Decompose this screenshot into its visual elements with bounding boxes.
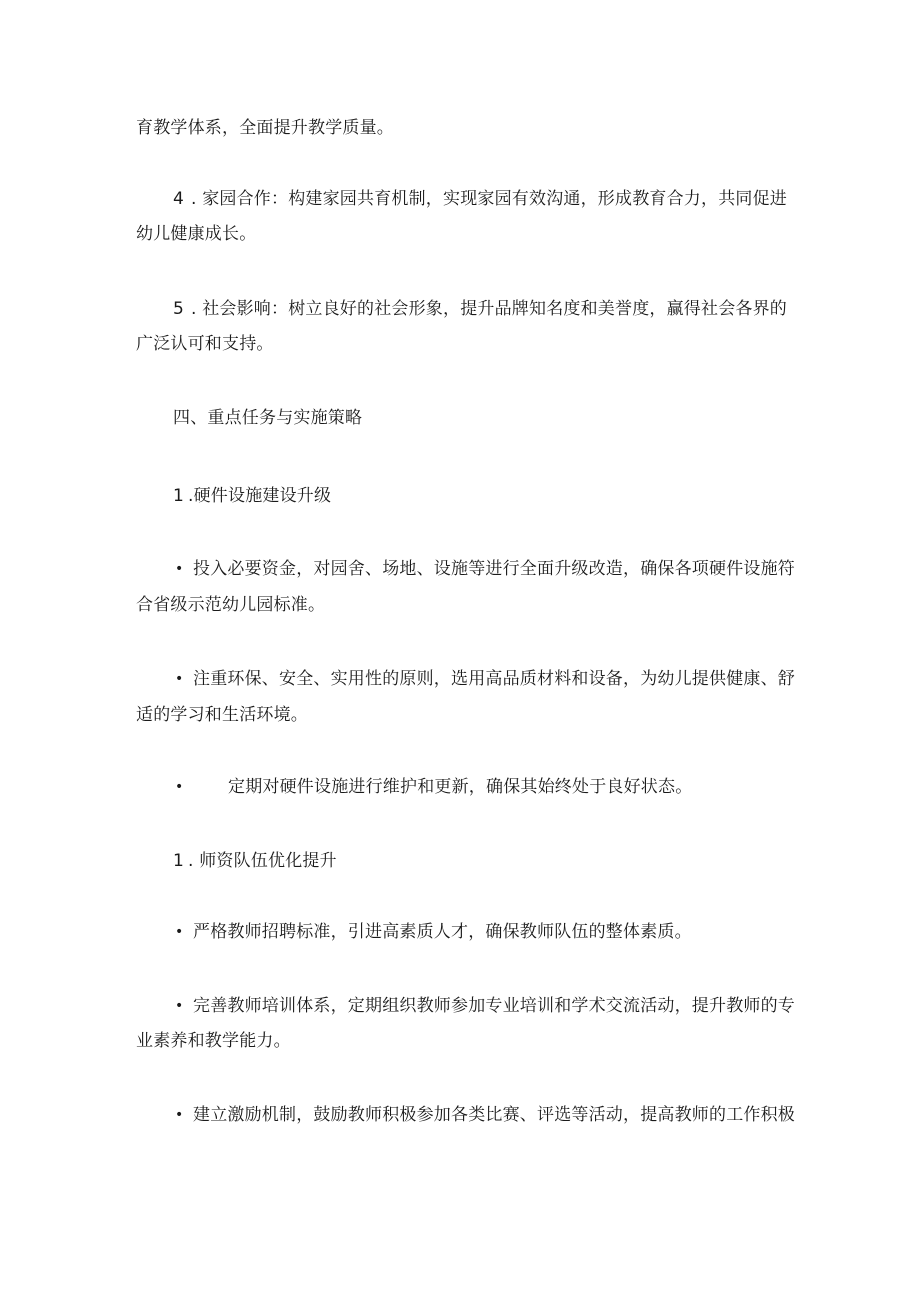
item-4-line1: . 家园合作：构建家园共育机制，实现家园有效沟通，形成教育合力，共同促进	[191, 189, 788, 209]
bullet-icon: •	[175, 924, 184, 940]
item-5-line1: . 社会影响：树立良好的社会形象，提升品牌知名度和美誉度，赢得社会各界的	[191, 299, 788, 319]
bullet-6-line1: 建立激励机制，鼓励教师积极参加各类比赛、评选等活动，提高教师的工作积极	[193, 1105, 795, 1125]
section-heading: 四、重点任务与实施策略	[173, 408, 363, 428]
paragraph-continuation: 育教学体系，全面提升教学质量。	[136, 118, 394, 138]
item-4-line2: 幼儿健康成长。	[136, 224, 257, 244]
subsection-2-number: 1	[173, 851, 185, 871]
bullet-icon: •	[175, 1107, 184, 1123]
bullet-5-line2: 业素养和教学能力。	[136, 1031, 291, 1051]
bullet-3-line1: 定期对硬件设施进行维护和更新，确保其始终处于良好状态。	[228, 777, 693, 797]
subsection-2-title: . 师资队伍优化提升	[188, 851, 337, 871]
bullet-icon: •	[175, 561, 184, 577]
bullet-5-line1: 完善教师培训体系，定期组织教师参加专业培训和学术交流活动，提升教师的专	[193, 996, 795, 1016]
bullet-icon: •	[175, 779, 184, 795]
subsection-1-title: .硬件设施建设升级	[188, 486, 332, 506]
bullet-2-line1: 注重环保、安全、实用性的原则，选用高品质材料和设备，为幼儿提供健康、舒	[193, 669, 795, 689]
bullet-2-line2: 适的学习和生活环境。	[136, 705, 308, 725]
bullet-4-line1: 严格教师招聘标准，引进高素质人才，确保教师队伍的整体素质。	[193, 922, 692, 942]
item-4-number: 4	[173, 189, 185, 209]
bullet-icon: •	[175, 998, 184, 1014]
bullet-1-line1: 投入必要资金，对园舍、场地、设施等进行全面升级改造，确保各项硬件设施符	[193, 559, 795, 579]
subsection-1-number: 1	[173, 486, 185, 506]
item-5-line2: 广泛认可和支持。	[136, 334, 274, 354]
bullet-icon: •	[175, 671, 184, 687]
item-5-number: 5	[173, 299, 185, 319]
bullet-1-line2: 合省级示范幼儿园标准。	[136, 595, 326, 615]
